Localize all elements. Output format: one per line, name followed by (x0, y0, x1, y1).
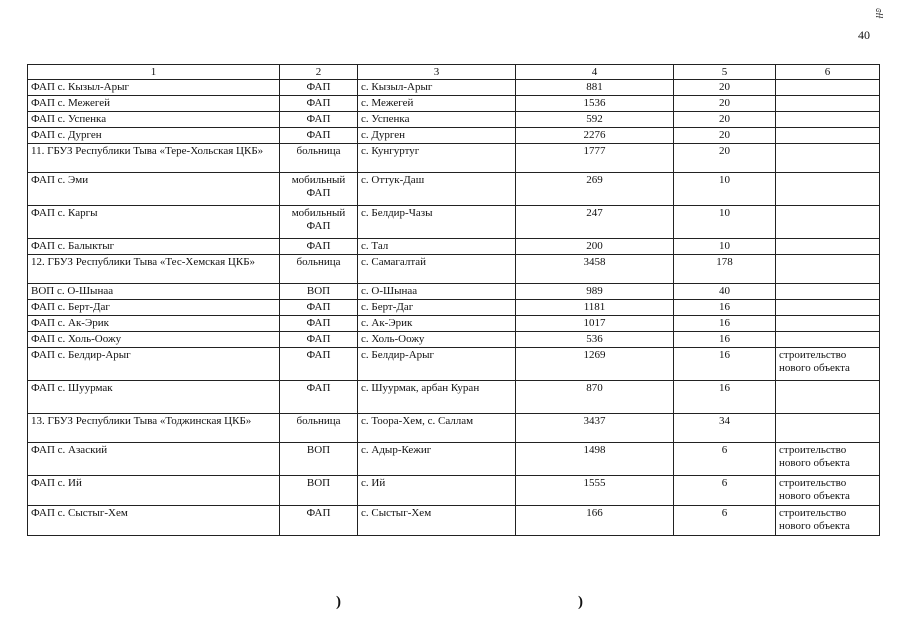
facility-name-cell: 13. ГБУЗ Республики Тыва «Тоджинская ЦКБ» (28, 414, 280, 443)
note-cell: строительство нового объекта (776, 506, 880, 536)
location-cell: с. Ий (358, 476, 516, 506)
table-row (28, 414, 880, 443)
population-cell: 870 (516, 381, 674, 414)
population-cell: 881 (516, 80, 674, 96)
facility-type-cell: больница (280, 144, 358, 173)
footer-mark-left: ) (336, 594, 341, 610)
location-cell: с. Тал (358, 239, 516, 255)
facility-type-cell: ВОП (280, 443, 358, 476)
note-cell (776, 284, 880, 300)
distance-cell: 16 (674, 300, 776, 316)
location-cell: с. Берт-Даг (358, 300, 516, 316)
note-cell (776, 173, 880, 206)
distance-cell: 34 (674, 414, 776, 443)
facility-name-cell: ФАП с. Азаский (28, 443, 280, 476)
archive-stamp: ɞƚƚ (873, 8, 884, 19)
facility-name-cell: ФАП с. Ак-Эрик (28, 316, 280, 332)
note-cell (776, 414, 880, 443)
facility-name-cell: ФАП с. Межегей (28, 96, 280, 112)
population-cell: 2276 (516, 128, 674, 144)
table-row (28, 128, 880, 144)
table-row (28, 112, 880, 128)
facility-name-cell: ФАП с. Дурген (28, 128, 280, 144)
facility-name-cell: ФАП с. Сыстыг-Хем (28, 506, 280, 536)
facility-name-cell: ФАП с. Холь-Оожу (28, 332, 280, 348)
location-cell: с. Дурген (358, 128, 516, 144)
distance-cell: 6 (674, 476, 776, 506)
population-cell: 200 (516, 239, 674, 255)
population-cell: 1555 (516, 476, 674, 506)
population-cell: 1181 (516, 300, 674, 316)
table-row (28, 332, 880, 348)
population-cell: 1777 (516, 144, 674, 173)
table-row (28, 144, 880, 173)
table-row (28, 255, 880, 284)
facility-name-cell: ФАП с. Шуурмак (28, 381, 280, 414)
column-header: 6 (776, 65, 880, 80)
location-cell: с. Кунгуртуг (358, 144, 516, 173)
location-cell: с. Сыстыг-Хем (358, 506, 516, 536)
location-cell: с. Адыр-Кежиг (358, 443, 516, 476)
table-row (28, 206, 880, 239)
table-header-row (28, 65, 880, 80)
distance-cell: 10 (674, 206, 776, 239)
population-cell: 269 (516, 173, 674, 206)
note-cell: строительство нового объекта (776, 348, 880, 381)
facility-type-cell: ФАП (280, 112, 358, 128)
facility-type-cell: ФАП (280, 96, 358, 112)
table-row (28, 173, 880, 206)
location-cell: с. Тоора-Хем, с. Саллам (358, 414, 516, 443)
location-cell: с. Шуурмак, арбан Куран (358, 381, 516, 414)
facility-name-cell: 12. ГБУЗ Республики Тыва «Тес-Хемская ЦКБ» (28, 255, 280, 284)
facilities-table (27, 64, 880, 536)
facility-type-cell: мобильный ФАП (280, 206, 358, 239)
distance-cell: 10 (674, 239, 776, 255)
facility-name-cell: ФАП с. Кызыл-Арыг (28, 80, 280, 96)
facility-type-cell: больница (280, 414, 358, 443)
location-cell: с. Белдир-Чазы (358, 206, 516, 239)
location-cell: с. Успенка (358, 112, 516, 128)
note-cell (776, 112, 880, 128)
distance-cell: 20 (674, 144, 776, 173)
note-cell (776, 255, 880, 284)
location-cell: с. Межегей (358, 96, 516, 112)
facility-type-cell: мобильный ФАП (280, 173, 358, 206)
table-row (28, 443, 880, 476)
population-cell: 989 (516, 284, 674, 300)
location-cell: с. Оттук-Даш (358, 173, 516, 206)
facility-name-cell: 11. ГБУЗ Республики Тыва «Тере-Хольская ЦКБ» (28, 144, 280, 173)
note-cell (776, 144, 880, 173)
population-cell: 1269 (516, 348, 674, 381)
column-header: 4 (516, 65, 674, 80)
location-cell: с. Ак-Эрик (358, 316, 516, 332)
location-cell: с. Самагалтай (358, 255, 516, 284)
distance-cell: 20 (674, 128, 776, 144)
note-cell: строительство нового объекта (776, 443, 880, 476)
facility-name-cell: ВОП с. О-Шынаа (28, 284, 280, 300)
table-row (28, 300, 880, 316)
facility-type-cell: ФАП (280, 128, 358, 144)
note-cell (776, 316, 880, 332)
population-cell: 166 (516, 506, 674, 536)
distance-cell: 16 (674, 381, 776, 414)
facility-name-cell: ФАП с. Каргы (28, 206, 280, 239)
column-header: 5 (674, 65, 776, 80)
population-cell: 1017 (516, 316, 674, 332)
facility-type-cell: ФАП (280, 348, 358, 381)
facility-type-cell: ВОП (280, 284, 358, 300)
table-row (28, 284, 880, 300)
column-header: 2 (280, 65, 358, 80)
facility-name-cell: ФАП с. Белдир-Арыг (28, 348, 280, 381)
note-cell (776, 206, 880, 239)
facility-name-cell: ФАП с. Эми (28, 173, 280, 206)
note-cell: строительство нового объекта (776, 476, 880, 506)
distance-cell: 20 (674, 96, 776, 112)
note-cell (776, 300, 880, 316)
population-cell: 1536 (516, 96, 674, 112)
facility-name-cell: ФАП с. Берт-Даг (28, 300, 280, 316)
note-cell (776, 332, 880, 348)
distance-cell: 6 (674, 443, 776, 476)
location-cell: с. О-Шынаа (358, 284, 516, 300)
distance-cell: 16 (674, 332, 776, 348)
table-row (28, 476, 880, 506)
distance-cell: 10 (674, 173, 776, 206)
note-cell (776, 128, 880, 144)
population-cell: 592 (516, 112, 674, 128)
population-cell: 536 (516, 332, 674, 348)
population-cell: 3458 (516, 255, 674, 284)
population-cell: 3437 (516, 414, 674, 443)
facility-type-cell: ФАП (280, 332, 358, 348)
table-row (28, 381, 880, 414)
column-header: 1 (28, 65, 280, 80)
note-cell (776, 381, 880, 414)
distance-cell: 16 (674, 316, 776, 332)
page-number: 40 (858, 28, 870, 42)
distance-cell: 6 (674, 506, 776, 536)
distance-cell: 20 (674, 112, 776, 128)
note-cell (776, 96, 880, 112)
location-cell: с. Кызыл-Арыг (358, 80, 516, 96)
note-cell (776, 80, 880, 96)
location-cell: с. Белдир-Арыг (358, 348, 516, 381)
facility-type-cell: ФАП (280, 239, 358, 255)
distance-cell: 20 (674, 80, 776, 96)
column-header: 3 (358, 65, 516, 80)
population-cell: 247 (516, 206, 674, 239)
table-row (28, 96, 880, 112)
facility-type-cell: ФАП (280, 506, 358, 536)
facility-type-cell: ФАП (280, 300, 358, 316)
facility-name-cell: ФАП с. Ий (28, 476, 280, 506)
facility-name-cell: ФАП с. Успенка (28, 112, 280, 128)
distance-cell: 40 (674, 284, 776, 300)
location-cell: с. Холь-Оожу (358, 332, 516, 348)
distance-cell: 178 (674, 255, 776, 284)
table-row (28, 80, 880, 96)
distance-cell: 16 (674, 348, 776, 381)
facility-type-cell: ФАП (280, 80, 358, 96)
facility-type-cell: ФАП (280, 381, 358, 414)
table-row (28, 239, 880, 255)
facility-type-cell: ВОП (280, 476, 358, 506)
facility-name-cell: ФАП с. Балыктыг (28, 239, 280, 255)
facility-type-cell: больница (280, 255, 358, 284)
footer-mark-right: ) (578, 594, 583, 610)
table-row (28, 506, 880, 536)
population-cell: 1498 (516, 443, 674, 476)
table-row (28, 348, 880, 381)
table-row (28, 316, 880, 332)
note-cell (776, 239, 880, 255)
facility-type-cell: ФАП (280, 316, 358, 332)
